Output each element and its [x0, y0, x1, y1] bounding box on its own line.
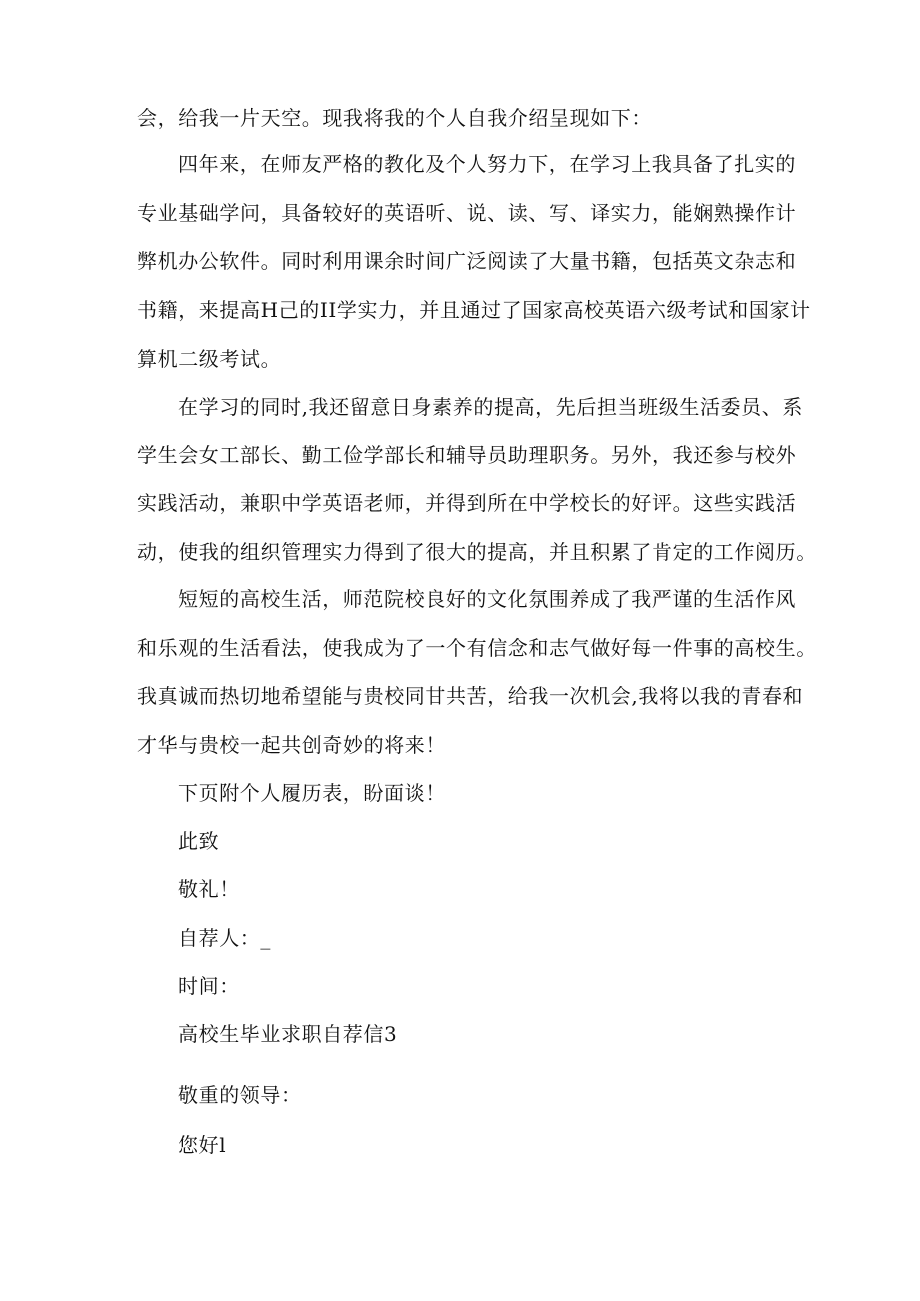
section-title: 高校生毕业求职自荐信3 — [178, 1022, 398, 1046]
paragraph-line: 在学习的同时,我还留意日身素养的提高，先后担当班级生活委员、系 — [178, 395, 803, 419]
greeting-line: 敬重的领导： — [178, 1083, 302, 1107]
paragraph-line: 会，给我一片天空。现我将我的个人自我介绍呈现如下： — [137, 106, 652, 130]
paragraph-line: 我真诚而热切地希望能与贵校同甘共苦，给我一次机会,我将以我的青春和 — [137, 684, 804, 708]
closing-line: 下页附个人履历表，盼面谈！ — [178, 781, 446, 805]
paragraph-line: 专业基础学问，具备较好的英语听、说、读、写、译实力，能娴熟操作计 — [137, 201, 797, 225]
paragraph-line: 算机二级考试。 — [137, 347, 282, 371]
paragraph-line: 四年来，在师友严格的教化及个人努力下，在学习上我具备了扎实的 — [178, 152, 796, 176]
paragraph-line: 和乐观的生活看法，使我成为了一个有信念和志气做好每一件事的高校生。 — [137, 636, 817, 660]
paragraph-line: 才华与贵校一起共创奇妙的将来！ — [137, 733, 446, 757]
signature-line: 自荐人：_ — [178, 926, 271, 950]
greeting-line: 您好l — [178, 1133, 227, 1157]
paragraph-line: 书籍，来提高H己的II学实力，并且通过了国家高校英语六级考试和国家计 — [137, 298, 811, 322]
paragraph-line: 实践活动，兼职中学英语老师，并得到所在中学校长的好评。这些实践活 — [137, 491, 797, 515]
salutation-zhizhi: 此致 — [178, 829, 220, 853]
paragraph-line: 动，使我的组织管理实力得到了很大的提高，并且积累了肯定的工作阅历。 — [137, 540, 817, 564]
date-line: 时间： — [178, 974, 240, 998]
paragraph-line: 弊机办公软件。同时利用课余时间广泛阅读了大量书籍，包括英文杂志和 — [137, 249, 797, 273]
paragraph-line: 短短的高校生活，师范院校良好的文化氛围养成了我严谨的生活作风 — [178, 587, 796, 611]
paragraph-line: 学生会女工部长、勤工俭学部长和辅导员助理职务。另外，我还参与校外 — [137, 443, 797, 467]
salutation-jingli: 敬礼！ — [178, 877, 240, 901]
